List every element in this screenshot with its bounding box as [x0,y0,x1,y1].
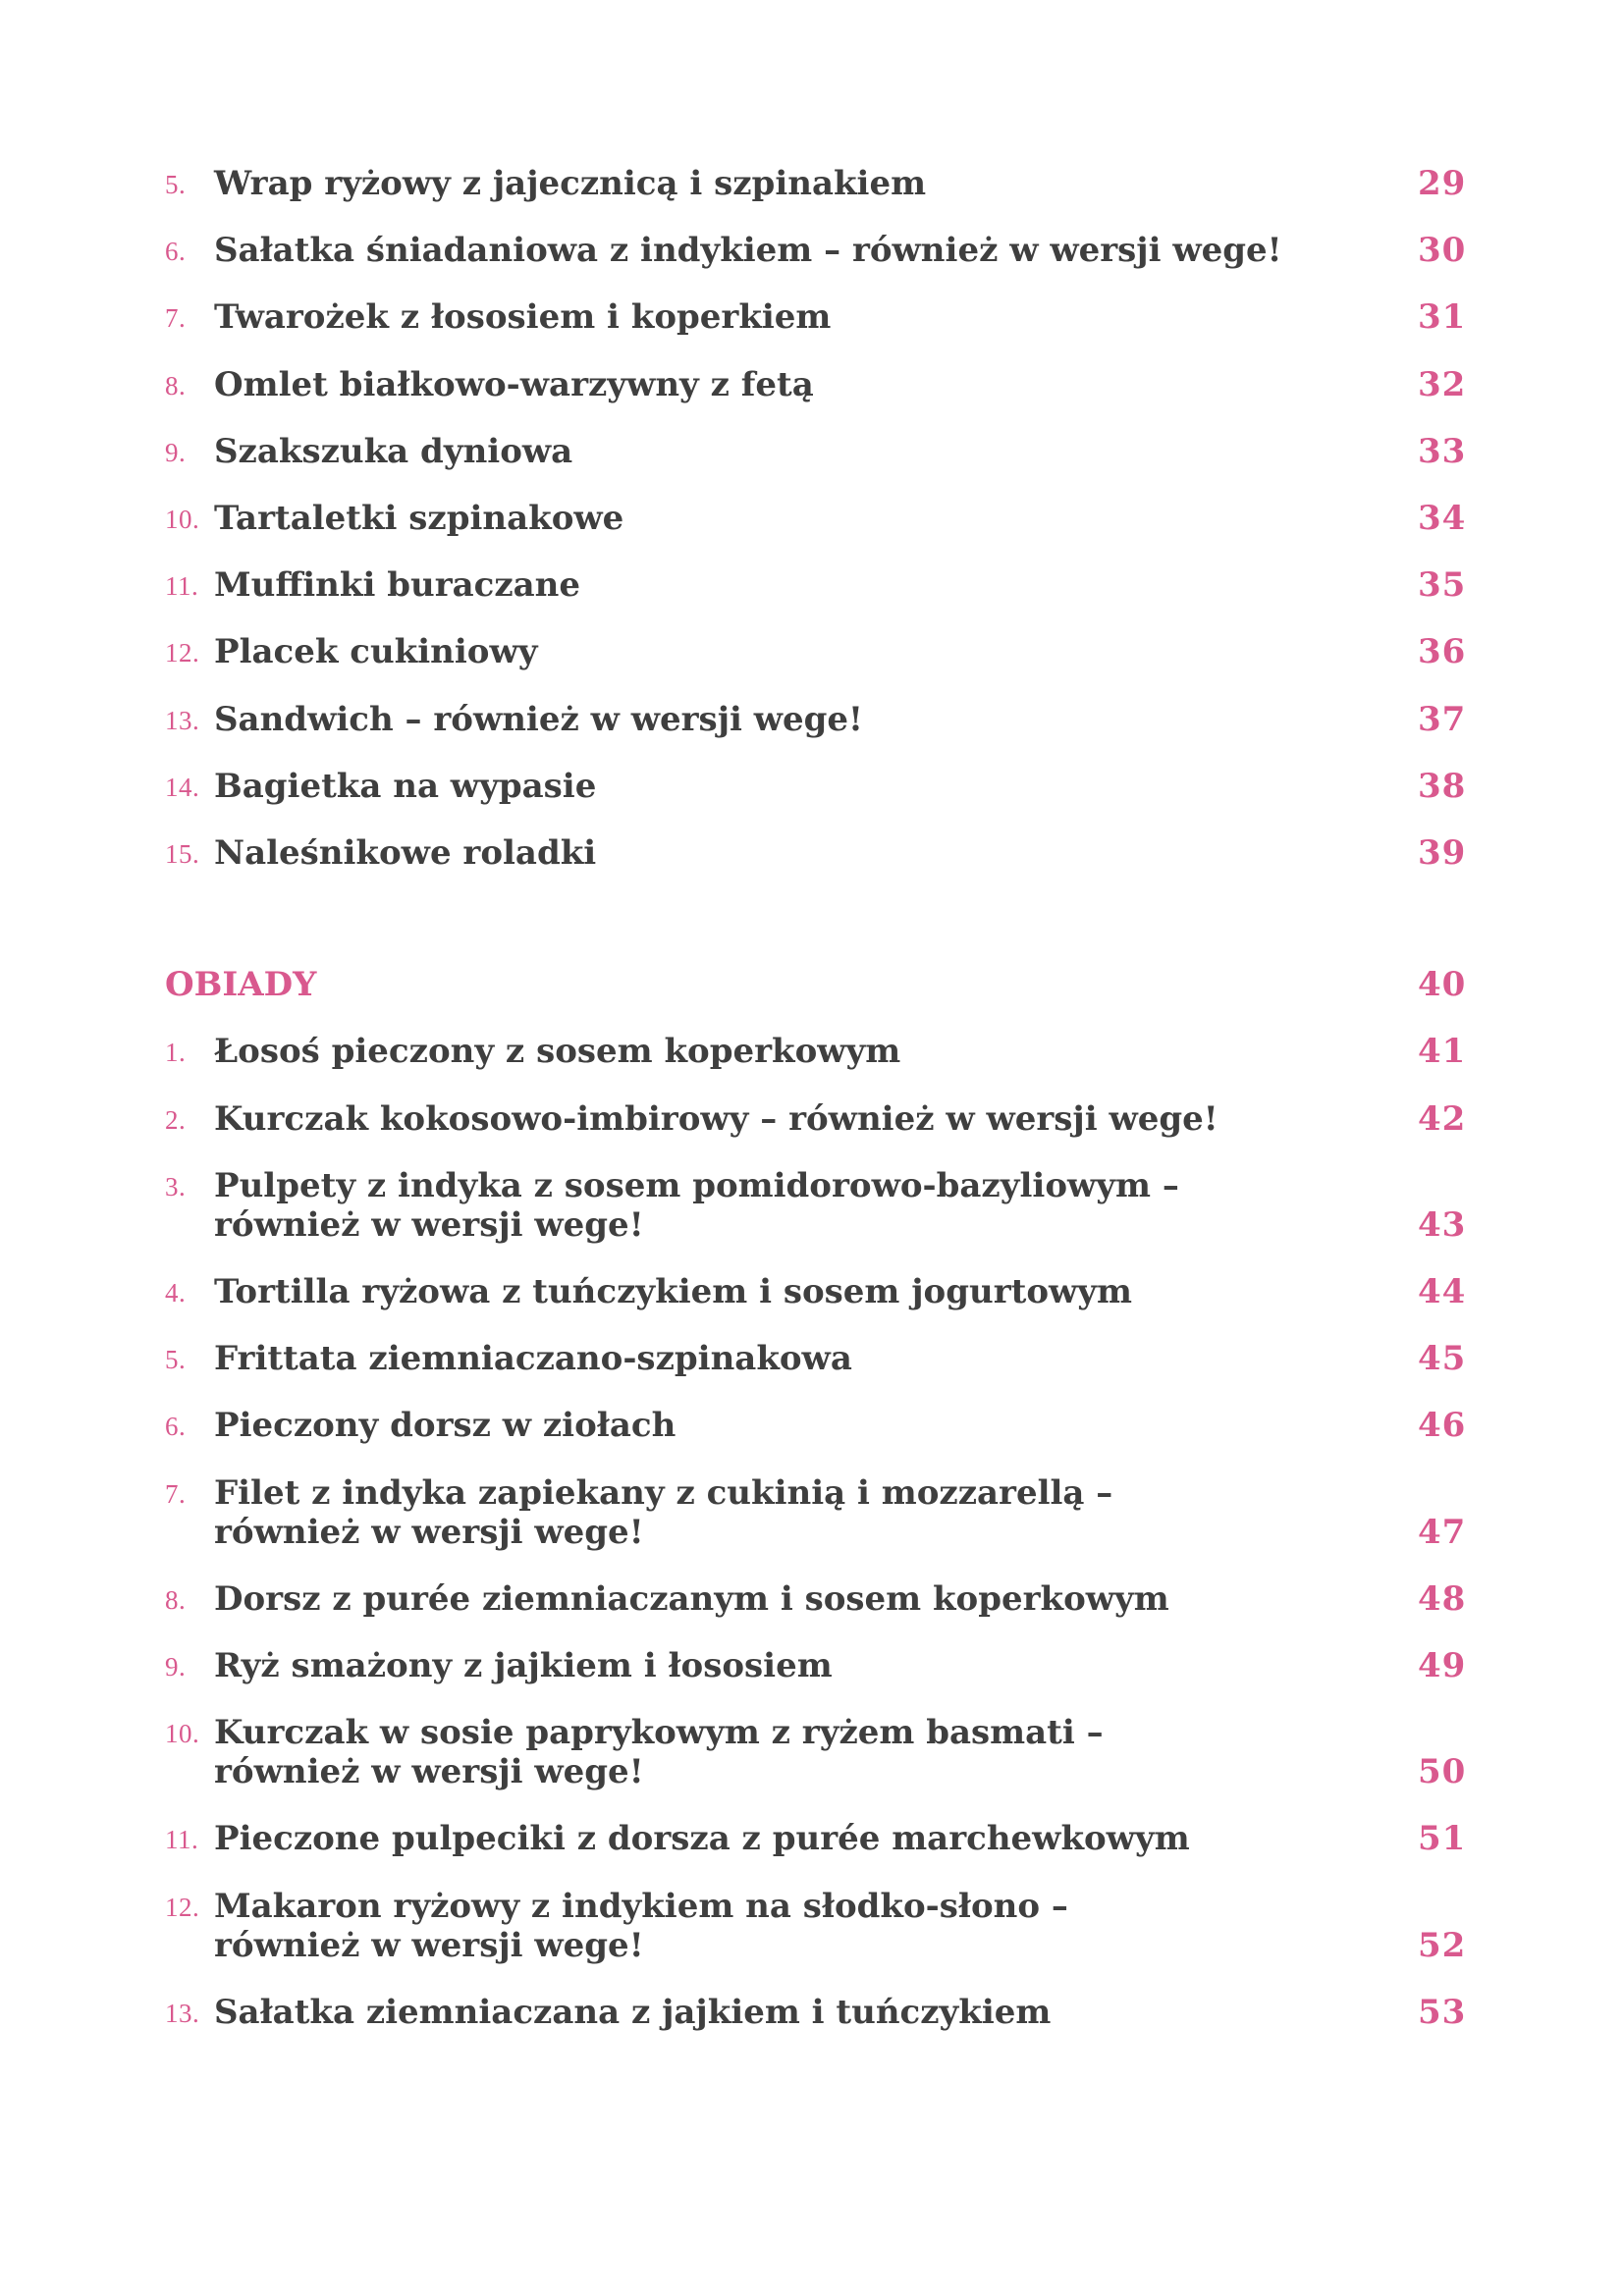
section-title: OBIADY [165,965,317,1005]
entry-page-number: 41 [1418,1032,1467,1072]
entry-page-number: 30 [1418,231,1467,271]
entry-page-number: 46 [1418,1406,1467,1446]
entry-page-number: 31 [1418,297,1467,338]
entry-title: Frittata ziemniaczano-szpinakowa [214,1339,852,1379]
entry-number: 8. [165,1584,187,1615]
entry-number: 10. [165,505,200,534]
entry-title: Filet z indyka zapiekany z cukinią i mozzarellą – [214,1472,1113,1513]
entry-title: Bagietka na wypasie [214,766,597,806]
entry-title: Tartaletki szpinakowe [214,499,624,538]
entry-number: 1. [165,1038,187,1068]
entry-title: Sandwich – również w wersji wege! [214,699,863,739]
entry-number: 6. [165,1412,187,1442]
entry-title: Naleśnikowe roladki [214,833,597,873]
entry-number: 11. [165,1825,199,1855]
entry-page-number: 52 [1418,1925,1467,1965]
entry-page-number: 45 [1418,1339,1467,1379]
entry-title: Kurczak w sosie paprykowym z ryżem basmati – [214,1713,1104,1753]
entry-number: 7. [165,1478,187,1509]
entry-title: Sałatka śniadaniowa z indykiem – również w wersji wege! [214,231,1282,271]
entry-number: 3. [165,1171,187,1201]
entry-title: Łosoś pieczony z sosem koperkowym [214,1032,901,1072]
entry-number: 13. [165,1998,200,2028]
entry-number: 2. [165,1104,187,1135]
entry-title: Wrap ryżowy z jajecznicą i szpinakiem [214,164,927,203]
entry-title: Pieczone pulpeciki z dorsza z purée marchewkowym [214,1819,1190,1859]
entry-number: 9. [165,1652,187,1682]
entry-page-number: 49 [1418,1646,1467,1685]
entry-title: również w wersji wege! [214,1752,644,1792]
entry-number: 15. [165,839,200,869]
entry-page-number: 36 [1418,632,1467,672]
entry-page-number: 38 [1418,766,1467,806]
entry-number: 5. [165,1345,187,1375]
entry-title: Szakszuka dyniowa [214,431,573,471]
entry-number: 8. [165,370,187,400]
entry-title: Omlet białkowo-warzywny z fetą [214,364,814,404]
entry-page-number: 53 [1418,1992,1467,2032]
entry-page-number: 39 [1418,833,1467,873]
entry-title: Tortilla ryżowa z tuńczykiem i sosem jogurtowym [214,1272,1132,1311]
entry-page-number: 50 [1418,1752,1467,1792]
entry-page-number: 51 [1418,1819,1467,1859]
entry-title: Ryż smażony z jajkiem i łososiem [214,1646,833,1685]
entry-title: również w wersji wege! [214,1512,644,1552]
entry-number: 11. [165,571,199,602]
entry-page-number: 42 [1418,1098,1467,1139]
entry-page-number: 48 [1418,1578,1467,1619]
entry-title: Pieczony dorsz w ziołach [214,1406,677,1446]
entry-number: 12. [165,1892,200,1922]
entry-title: również w wersji wege! [214,1204,644,1245]
entry-number: 14. [165,772,200,802]
entry-page-number: 34 [1418,499,1467,538]
entry-number: 4. [165,1278,187,1308]
entry-page-number: 37 [1418,699,1467,739]
entry-title: Placek cukiniowy [214,632,538,672]
entry-page-number: 33 [1418,431,1467,471]
entry-number: 13. [165,705,200,735]
entry-number: 6. [165,237,187,267]
entry-title: również w wersji wege! [214,1925,644,1965]
entry-title: Muffinki buraczane [214,565,581,606]
entry-page-number: 35 [1418,565,1467,606]
entry-title: Makaron ryżowy z indykiem na słodko-słono – [214,1886,1068,1926]
entry-title: Kurczak kokosowo-imbirowy – również w wersji wege! [214,1098,1218,1139]
entry-page-number: 47 [1418,1512,1467,1552]
entry-title: Dorsz z purée ziemniaczanym i sosem koperkowym [214,1578,1169,1619]
entry-page-number: 32 [1418,364,1467,404]
entry-page-number: 43 [1418,1204,1467,1245]
entry-page-number: 44 [1418,1272,1467,1311]
entry-number: 10. [165,1719,200,1749]
entry-number: 9. [165,437,187,467]
entry-number: 7. [165,303,187,334]
entry-number: 12. [165,638,200,668]
entry-title: Pulpety z indyka z sosem pomidorowo-bazyliowym – [214,1165,1179,1205]
entry-title: Sałatka ziemniaczana z jajkiem i tuńczykiem [214,1992,1052,2032]
entry-title: Twarożek z łososiem i koperkiem [214,297,832,338]
entry-number: 5. [165,170,187,199]
entry-page-number: 29 [1418,164,1467,203]
section-page-number: 40 [1418,965,1467,1005]
